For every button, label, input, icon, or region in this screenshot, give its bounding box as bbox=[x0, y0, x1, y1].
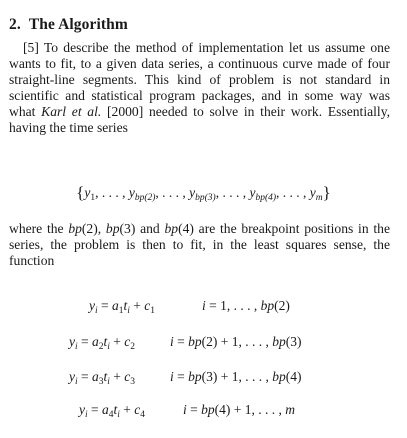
section-heading bbox=[9, 16, 128, 34]
series-symbol: y bbox=[128, 185, 135, 200]
series-symbol: y bbox=[309, 185, 316, 200]
eq-range-1 bbox=[202, 298, 290, 314]
range-index: i bbox=[170, 334, 174, 349]
series-symbol: y bbox=[249, 185, 256, 200]
range-end: m bbox=[285, 402, 295, 417]
open-brace: { bbox=[76, 183, 85, 202]
range-end-arg: (4) bbox=[285, 369, 302, 384]
eq-equals: = bbox=[77, 334, 93, 349]
eq-range-2 bbox=[170, 334, 302, 350]
eq-slope: a bbox=[112, 298, 119, 313]
series-separator: , . . . , bbox=[95, 185, 129, 200]
eq-range-3 bbox=[170, 369, 302, 385]
eq-slope-sub: 2 bbox=[98, 342, 104, 352]
eq-intercept: c bbox=[144, 298, 151, 313]
eq-time: t bbox=[113, 402, 118, 417]
range-equals: = bbox=[173, 369, 189, 384]
eq-time: t bbox=[103, 334, 108, 349]
paragraph-text-cont: needed to solve in their work. Essentially, having the time series bbox=[9, 104, 391, 136]
eq-y-sub: i bbox=[75, 342, 78, 352]
eq-slope: a bbox=[92, 334, 99, 349]
eq-slope-sub: 3 bbox=[98, 377, 104, 387]
section-number: 2. bbox=[9, 16, 21, 33]
range-end: bp bbox=[272, 334, 286, 349]
paragraph-reference: [5] bbox=[23, 40, 39, 55]
range-equals: = bbox=[186, 402, 202, 417]
eq-plus: + bbox=[109, 369, 125, 384]
eq-slope: a bbox=[102, 402, 109, 417]
section-title: The Algorithm bbox=[28, 16, 128, 33]
range-index: i bbox=[183, 402, 187, 417]
equation-segment-2 bbox=[69, 334, 302, 352]
eq-y-sub: i bbox=[85, 410, 88, 420]
eq-time-sub: i bbox=[117, 410, 120, 420]
eq-y-sub: i bbox=[75, 377, 78, 387]
eq-equals: = bbox=[87, 402, 103, 417]
range-end: bp bbox=[260, 298, 275, 313]
series-subscript: bp(3) bbox=[195, 193, 216, 203]
range-start: 1 bbox=[220, 298, 227, 313]
eq-time: t bbox=[103, 369, 108, 384]
series-subscript: bp(4) bbox=[255, 193, 277, 203]
breakpoint-symbol: bp bbox=[105, 221, 120, 236]
range-end-arg: (2) bbox=[274, 298, 290, 313]
eq-intercept-sub: 4 bbox=[140, 410, 146, 420]
breakpoint-symbol: bp bbox=[164, 221, 179, 236]
series-symbol: y bbox=[84, 185, 91, 200]
series-subscript: m bbox=[315, 193, 323, 203]
series-separator: , . . . , bbox=[215, 185, 250, 200]
eq-intercept-sub: 1 bbox=[150, 306, 156, 316]
equation-segment-4 bbox=[79, 402, 295, 420]
eq-time: t bbox=[123, 298, 128, 313]
eq-equals: = bbox=[97, 298, 113, 313]
series-subscript: 1 bbox=[90, 193, 96, 203]
series-symbol: y bbox=[189, 185, 196, 200]
range-separator: , . . . , bbox=[251, 402, 286, 417]
range-separator: , . . . , bbox=[238, 369, 273, 384]
eq-y: y bbox=[89, 298, 95, 313]
eq-time-sub: i bbox=[107, 377, 110, 387]
eq-slope: a bbox=[92, 369, 99, 384]
eq-plus: + bbox=[119, 402, 135, 417]
paragraph-text: To describe the method of implementation let us assume one wants to fit, to a given data series, a continuous curve made of four straight-line segments. This kind of problem is not standard in scientific and statistical program packages, and in some way was what bbox=[9, 40, 390, 120]
time-series-expression bbox=[0, 183, 407, 203]
eq-y: y bbox=[79, 402, 85, 417]
series-separator: , . . . , bbox=[155, 185, 190, 200]
citation-year: [2000] bbox=[101, 104, 144, 120]
eq-intercept-sub: 2 bbox=[130, 342, 136, 352]
eq-range-4 bbox=[183, 402, 295, 418]
range-equals: = bbox=[173, 334, 189, 349]
eq-equals: = bbox=[77, 369, 93, 384]
range-separator: , . . . , bbox=[238, 334, 273, 349]
series-separator: , . . . , bbox=[276, 185, 310, 200]
eq-y: y bbox=[69, 334, 75, 349]
eq-slope-sub: 1 bbox=[118, 306, 124, 316]
range-start: bp(4) + 1 bbox=[201, 402, 252, 417]
eq-intercept: c bbox=[124, 334, 131, 349]
eq-y-sub: i bbox=[95, 306, 98, 316]
range-separator: , . . . , bbox=[226, 298, 261, 313]
range-index: i bbox=[170, 369, 174, 384]
eq-plus: + bbox=[129, 298, 145, 313]
range-equals: = bbox=[205, 298, 221, 313]
eq-intercept-sub: 3 bbox=[130, 377, 136, 387]
eq-intercept: c bbox=[124, 369, 131, 384]
eq-y: y bbox=[69, 369, 75, 384]
breakpoint-symbol: bp bbox=[68, 221, 82, 236]
paragraph-text: (3) and bbox=[119, 221, 165, 236]
equation-segment-1 bbox=[89, 298, 290, 316]
eq-time-sub: i bbox=[107, 342, 110, 352]
eq-intercept: c bbox=[134, 402, 141, 417]
eq-plus: + bbox=[109, 334, 125, 349]
paragraph-text: (2), bbox=[81, 221, 106, 236]
range-start: bp(3) + 1 bbox=[188, 369, 239, 384]
citation-authors: Karl et al. bbox=[41, 104, 102, 120]
close-brace: } bbox=[322, 183, 331, 202]
eq-slope-sub: 4 bbox=[108, 410, 114, 420]
range-start: bp(2) + 1 bbox=[188, 334, 239, 349]
series-subscript: bp(2) bbox=[134, 193, 156, 203]
range-end: bp bbox=[272, 369, 286, 384]
paragraph-breakpoints bbox=[9, 221, 390, 269]
paragraph-text: (4) are the breakpoint positions in the series, the problem is then to fit, in the least squares sense, the function bbox=[9, 221, 390, 269]
paragraph-text: where the bbox=[9, 221, 69, 236]
equation-segment-3 bbox=[69, 369, 302, 387]
range-end-arg: (3) bbox=[285, 334, 302, 349]
paragraph-intro bbox=[9, 40, 390, 137]
eq-time-sub: i bbox=[127, 306, 130, 316]
range-index: i bbox=[202, 298, 206, 313]
